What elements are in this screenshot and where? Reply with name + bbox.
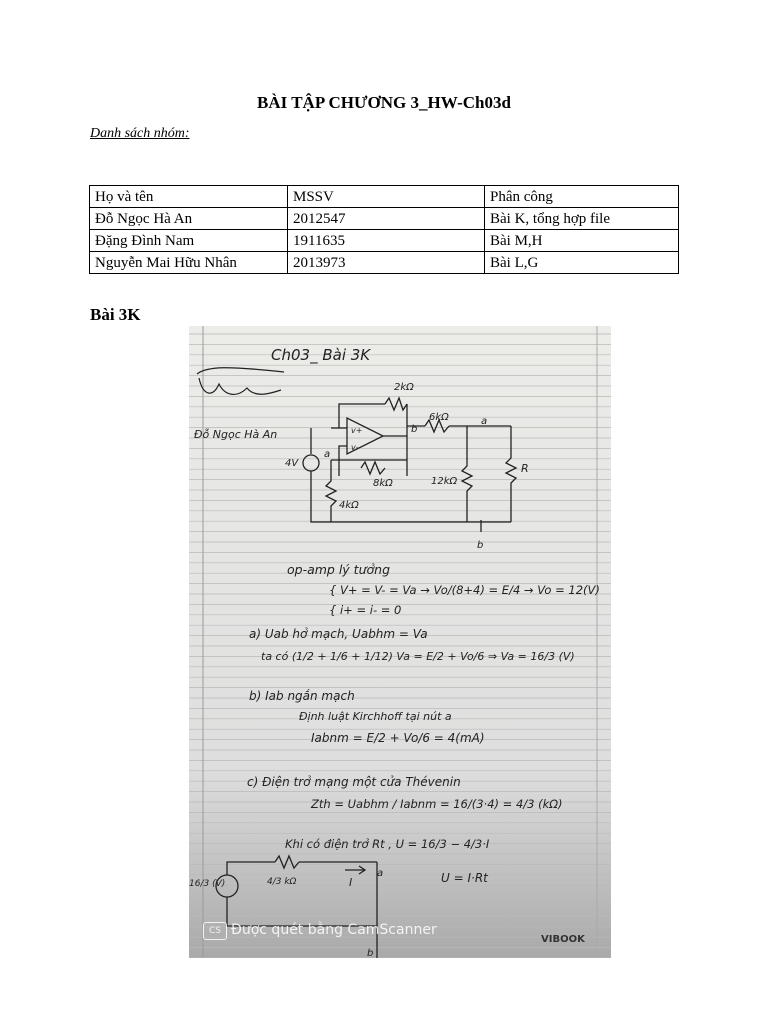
solution-line: op-amp lý tưởng xyxy=(287,562,391,577)
label-thevenin-current: I xyxy=(349,876,353,889)
scan-heading: Ch03_ Bài 3K xyxy=(271,346,371,364)
table-header-row xyxy=(90,186,679,208)
solution-line: { V+ = V- = Va → Vo/(8+4) = E/4 → Vo = 12(V) xyxy=(329,583,600,597)
solution-line: U = I·Rt xyxy=(441,871,488,885)
cell-student-id: 2013973 xyxy=(288,252,485,274)
label-source-voltage: 4V xyxy=(285,458,299,469)
label-thevenin-resistor: 4/3 kΩ xyxy=(267,877,297,887)
cell-assignment: Bài K, tổng hợp file xyxy=(485,208,679,230)
solution-line: Zth = Uabhm / Iabnm = 16/(3·4) = 4/3 (kΩ) xyxy=(311,797,563,811)
table-row xyxy=(90,252,679,274)
document-title: BÀI TẬP CHƯƠNG 3_HW-Ch03d xyxy=(257,93,511,112)
paper-background xyxy=(189,326,611,958)
table-row xyxy=(90,230,679,252)
solution-line: c) Điện trở mạng một cửa Thévenin xyxy=(247,775,461,789)
cell-assignment: Bài M,H xyxy=(485,230,679,252)
scanned-notebook-image xyxy=(189,326,611,958)
header-student-id: MSSV xyxy=(288,186,485,208)
group-list-label: Danh sách nhóm: xyxy=(90,126,190,141)
cell-student-id: 1911635 xyxy=(288,230,485,252)
cell-name: Đặng Đình Nam xyxy=(90,230,288,252)
solution-line: { i+ = i- = 0 xyxy=(329,603,402,617)
label-v-minus: v- xyxy=(351,443,359,452)
label-node-a-output: a xyxy=(481,416,488,427)
label-node-b-bottom: b xyxy=(477,540,484,551)
label-thevenin-source: 16/3 (V) xyxy=(189,879,226,889)
label-ground-resistor: 4kΩ xyxy=(339,500,359,511)
cell-name: Nguyễn Mai Hữu Nhân xyxy=(90,252,288,274)
label-thevenin-node-a: a xyxy=(377,868,384,879)
label-thevenin-node-b: b xyxy=(367,948,374,958)
label-node-b: b xyxy=(411,424,418,435)
camscanner-logo: CS xyxy=(203,922,227,940)
section-title: Bài 3K xyxy=(90,305,141,324)
label-node-a: a xyxy=(324,449,331,460)
label-output-resistor: 6kΩ xyxy=(429,412,449,423)
label-feedback-resistor: 2kΩ xyxy=(394,382,414,393)
label-load-resistor: R xyxy=(521,462,529,475)
members-table xyxy=(89,185,679,274)
solution-line: Định luật Kirchhoff tại nút a xyxy=(299,710,452,723)
signature-name: Đỗ Ngọc Hà An xyxy=(194,428,278,441)
label-v-plus: v+ xyxy=(351,426,363,435)
header-assignment: Phân công xyxy=(485,186,679,208)
notebook-brand: VIBOOK xyxy=(541,934,585,945)
solution-line: Khi có điện trở Rt , U = 16/3 − 4/3·I xyxy=(285,837,490,851)
table-row xyxy=(90,208,679,230)
header-name: Họ và tên xyxy=(90,186,288,208)
label-shunt-resistor: 12kΩ xyxy=(431,476,458,487)
solution-line: ta có (1/2 + 1/6 + 1/12) Va = E/2 + Vo/6 ⇒ Va = 16/3 (V) xyxy=(261,650,575,663)
cell-assignment: Bài L,G xyxy=(485,252,679,274)
solution-line: Iabnm = E/2 + Vo/6 = 4(mA) xyxy=(311,731,485,745)
cell-name: Đỗ Ngọc Hà An xyxy=(90,208,288,230)
solution-line: a) Uab hở mạch, Uabhm = Va xyxy=(249,627,428,641)
solution-line: b) Iab ngắn mạch xyxy=(249,689,355,703)
camscanner-watermark: Được quét bằng CamScanner xyxy=(231,922,437,938)
label-input-resistor: 8kΩ xyxy=(373,478,393,489)
cell-student-id: 2012547 xyxy=(288,208,485,230)
notebook-page xyxy=(189,326,611,958)
